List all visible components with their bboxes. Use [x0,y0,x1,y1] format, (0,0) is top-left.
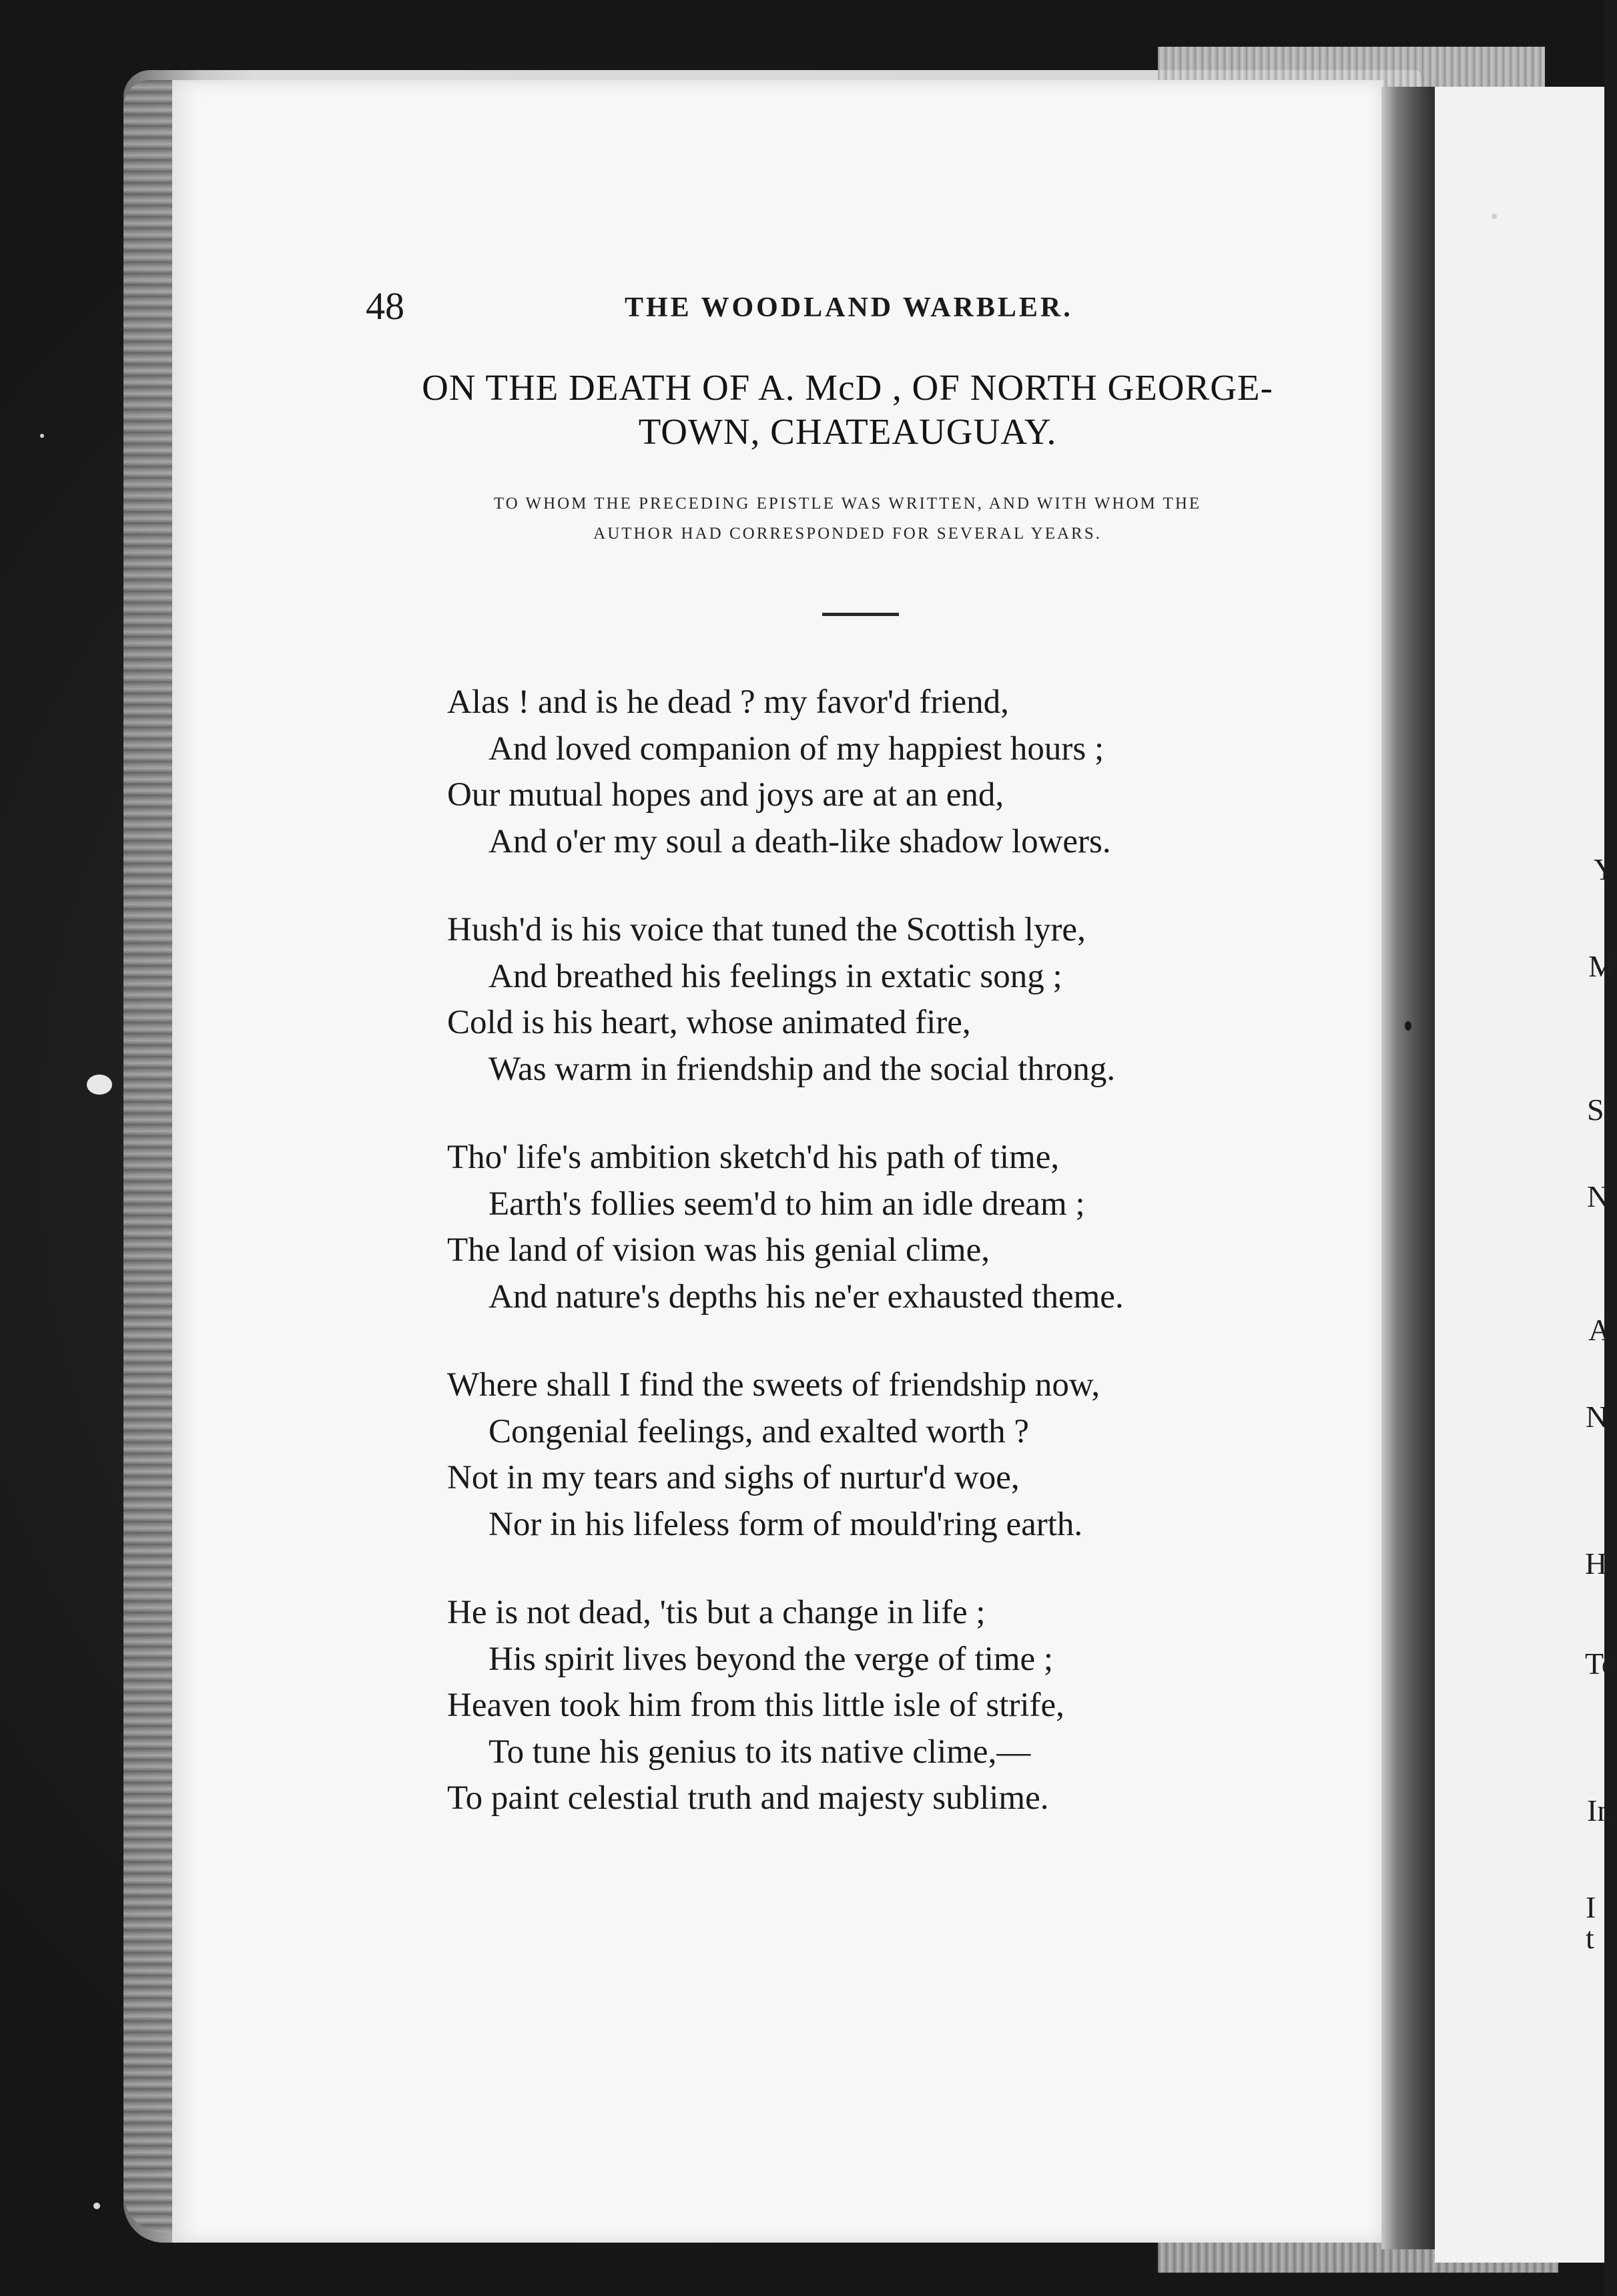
verse-line: To paint celestial truth and majesty sublime. [447,1779,1049,1817]
page-edge-stack [123,80,174,2233]
verse-line: And loved companion of my happiest hours ; [489,730,1104,768]
poem-body [447,679,1315,1864]
verse-line: And breathed his feelings in extatic song ; [489,957,1062,995]
facing-page-fragment: Y [1594,852,1616,886]
poem-title-line: TOWN, CHATEAUGUAY. [638,411,1057,452]
running-head [366,284,1227,328]
verse-line: Hush'd is his voice that tuned the Scottish lyre, [447,911,1086,948]
verse-line: Nor in his lifeless form of mould'ring earth. [489,1505,1083,1543]
poem-title [347,366,1348,454]
stanza [447,1362,1315,1548]
verse-line: Earth's follies seem'd to him an idle dream ; [489,1185,1085,1223]
verse-line: And nature's depths his ne'er exhausted theme. [489,1277,1124,1316]
page-number: 48 [366,284,404,328]
facing-page-fragment: A [1588,1313,1611,1347]
dedication-line: AUTHOR HAD CORRESPONDED FOR SEVERAL YEARS. [593,525,1102,543]
facing-page-fragment: H [1585,1546,1608,1581]
facing-page-fragment: N [1587,1179,1610,1213]
dedication [360,489,1335,549]
stanza [447,679,1315,865]
verse-line: To tune his genius to its native clime,— [489,1733,1031,1771]
verse-line: And o'er my soul a death-like shadow lowers. [489,822,1111,860]
facing-page-fragment: N [1586,1400,1608,1434]
verse-line: Where shall I find the sweets of friendship now, [447,1366,1100,1404]
verse-line: Was warm in friendship and the social throng. [489,1050,1116,1088]
verse-line: Not in my tears and sighs of nurtur'd woe, [447,1459,1020,1496]
facing-page-fragment: In [1587,1793,1613,1827]
poem-title-line: ON THE DEATH OF A. McD , OF NORTH GEORGE- [422,367,1273,408]
stanza [447,1590,1315,1822]
gutter [1381,87,1435,2249]
facing-page-fragment: I t [1586,1890,1596,1955]
verse-line: Cold is his heart, whose animated fire, [447,1004,971,1041]
verse-line: Alas ! and is he dead ? my favor'd friend, [447,683,1009,721]
verse-line: He is not dead, 'tis but a change in life ; [447,1594,986,1631]
dedication-line: TO WHOM THE PRECEDING EPISTLE WAS WRITTEN, AND WITH WHOM THE [493,495,1202,513]
facing-page [1435,87,1617,2263]
title-rule [822,613,899,616]
verse-line: His spirit lives beyond the verge of time ; [489,1640,1054,1678]
facing-page-fragment: S [1587,1093,1604,1127]
verse-line: Tho' life's ambition sketch'd his path of time, [447,1139,1060,1176]
stanza [447,1135,1315,1320]
verse-line: Our mutual hopes and joys are at an end, [447,776,1004,814]
running-title: THE WOODLAND WARBLER. [625,292,1073,323]
verse-line: Heaven took him from this little isle of strife, [447,1687,1064,1724]
verse-line: The land of vision was his genial clime, [447,1231,990,1269]
verse-line: Congenial feelings, and exalted worth ? [489,1412,1030,1450]
facing-page-fragment: To [1585,1647,1617,1681]
facing-page-fragment: M [1588,949,1616,983]
stanza [447,907,1315,1093]
